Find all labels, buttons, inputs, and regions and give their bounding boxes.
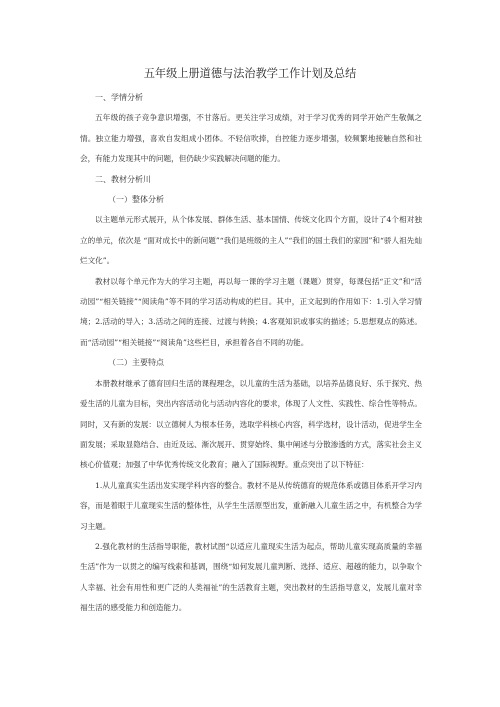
paragraph: 教材以每个单元作为大的学习主题，再以每一课的学习主题（课题）贯穿，每课包括“正文”和“活动园”“相关链接”“阅读角”等不同的学习活动构成的栏目。其中，正文起到的作用如下：1.引入学习情境；2.活动的导入；3.活动之间的连接、过渡与转换；4.客观知识或事实的描述；5.思想观点的陈述。而“活动园”“相关链接”“阅读角”这些栏目，承担着各自不同的功能。 <box>80 276 422 347</box>
paragraph: 2.强化教材的生活指导职能，教材试图“以适应儿童现实生活为起点，帮助儿童实现高质量的幸福生活”作为一以贯之的编写线索和基调，围绕“如何发展儿童判断、选择、适应、超越的能力，以争取个人幸福、社会有用性和更广泛的人类福祉”的生活教育主题，突出教材的生活指导意义，发展儿童对幸福生活的感受能力和创造能力。 <box>80 541 422 613</box>
section-heading: 一、学情分析 <box>95 93 143 102</box>
subsection-heading: （二）主要特点 <box>108 358 164 368</box>
paragraph: 以主题单元形式展开，从个体发展、群体生活、基本国情、传统文化四个方面，设计了4个相对独立的单元，依次是 “面对成长中的新问题”“我们是班级的主人”“我们的国土我们的家园”和“骄人祖先灿烂文化”。 <box>80 215 422 266</box>
section-heading: 二、教材分析川 <box>95 174 151 184</box>
paragraph: 五年级的孩子竞争意识增强，不甘落后。更关注学习成绩，对于学习优秀的同学开始产生敬佩之情。独立能力增强，喜欢自发组成小团体。不轻信吹捧，自控能力逐步增强，较频繁地接触自然和社会，有能力发现其中的问题，但仍缺少实践解决问题的能力。 <box>80 113 422 164</box>
document-body <box>80 88 422 619</box>
page-title: 五年级上册道德与法治教学工作计划及总结 <box>143 67 357 80</box>
paragraph: 1.从儿童真实生活出发实现学科内容的整合。教材不是从传统德育的规范体系或德目体系开学习内容，而是着眼于儿童现实生活的整体性，从学生生活原型出发，重新融入儿童生活之中，有机整合为学习主题。 <box>80 480 422 531</box>
paragraph: 本册教材继承了德育回归生活的课程理念，以儿童的生活为基础，以培养品德良好、乐于探究、热爱生活的儿童为目标，突出内容活动化与活动内容化的要求，体现了人文性、实践性、综合性等特点。同时，又有新的发展：以立德树人为根本任务，选取学科核心内容，科学选材，设计活动，促进学生全面发展；采取显隐结合、由近及远、渐次展开、贯穿始终、集中阐述与分散渗透的方式，落实社会主义核心价值观；加强了中华优秀传统文化教育；融入了国际视野。重点突出了以下特征： <box>80 378 422 470</box>
subsection-heading: （一）整体分析 <box>108 195 164 205</box>
